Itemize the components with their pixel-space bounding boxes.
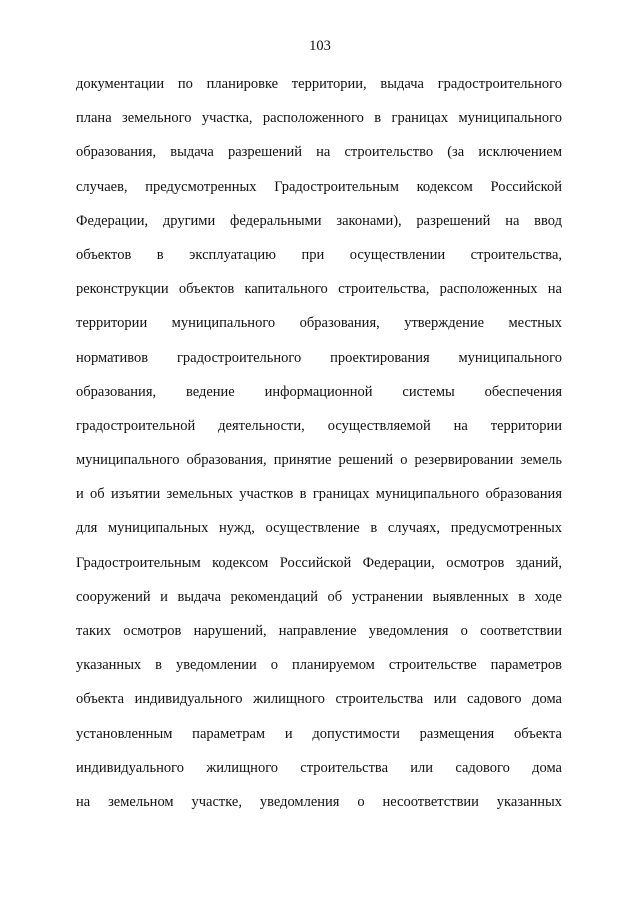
text-line: объекта индивидуального жилищного строительства или садового дома [76, 691, 562, 708]
text-line: градостроительной деятельности, осуществляемой на территории [76, 417, 562, 434]
text-line: установленным параметрам и допустимости размещения объекта [76, 725, 562, 742]
body-text [76, 72, 562, 824]
text-line: случаев, предусмотренных Градостроительным кодексом Российской [76, 178, 562, 195]
text-line: для муниципальных нужд, осуществление в случаях, предусмотренных [76, 520, 562, 537]
text-line: образования, выдача разрешений на строительство (за исключением [76, 144, 562, 161]
text-line: реконструкции объектов капитального строительства, расположенных на [76, 281, 562, 298]
text-line: указанных в уведомлении о планируемом строительстве параметров [76, 657, 562, 674]
text-line: и об изъятии земельных участков в границах муниципального образования [76, 486, 562, 503]
page-number: 103 [309, 38, 331, 54]
text-line: объектов в эксплуатацию при осуществлении строительства, [76, 246, 562, 263]
text-line: нормативов градостроительного проектирования муниципального [76, 349, 562, 366]
text-line: на земельном участке, уведомления о несоответствии указанных [76, 793, 562, 810]
text-line: Федерации, другими федеральными законами), разрешений на ввод [76, 212, 562, 229]
text-line: образования, ведение информационной системы обеспечения [76, 383, 562, 400]
text-line: таких осмотров нарушений, направление уведомления о соответствии [76, 623, 562, 639]
text-line: Градостроительным кодексом Российской Федерации, осмотров зданий, [76, 554, 562, 571]
text-line: территории муниципального образования, утверждение местных [76, 315, 562, 332]
text-line: плана земельного участка, расположенного в границах муниципального [76, 110, 562, 127]
text-line: сооружений и выдача рекомендаций об устранении выявленных в ходе [76, 588, 562, 605]
text-line: индивидуального жилищного строительства или садового дома [76, 759, 562, 776]
text-line: муниципального образования, принятие решений о резервировании земель [76, 452, 562, 469]
text-line: документации по планировке территории, выдача градостроительного [76, 76, 562, 92]
